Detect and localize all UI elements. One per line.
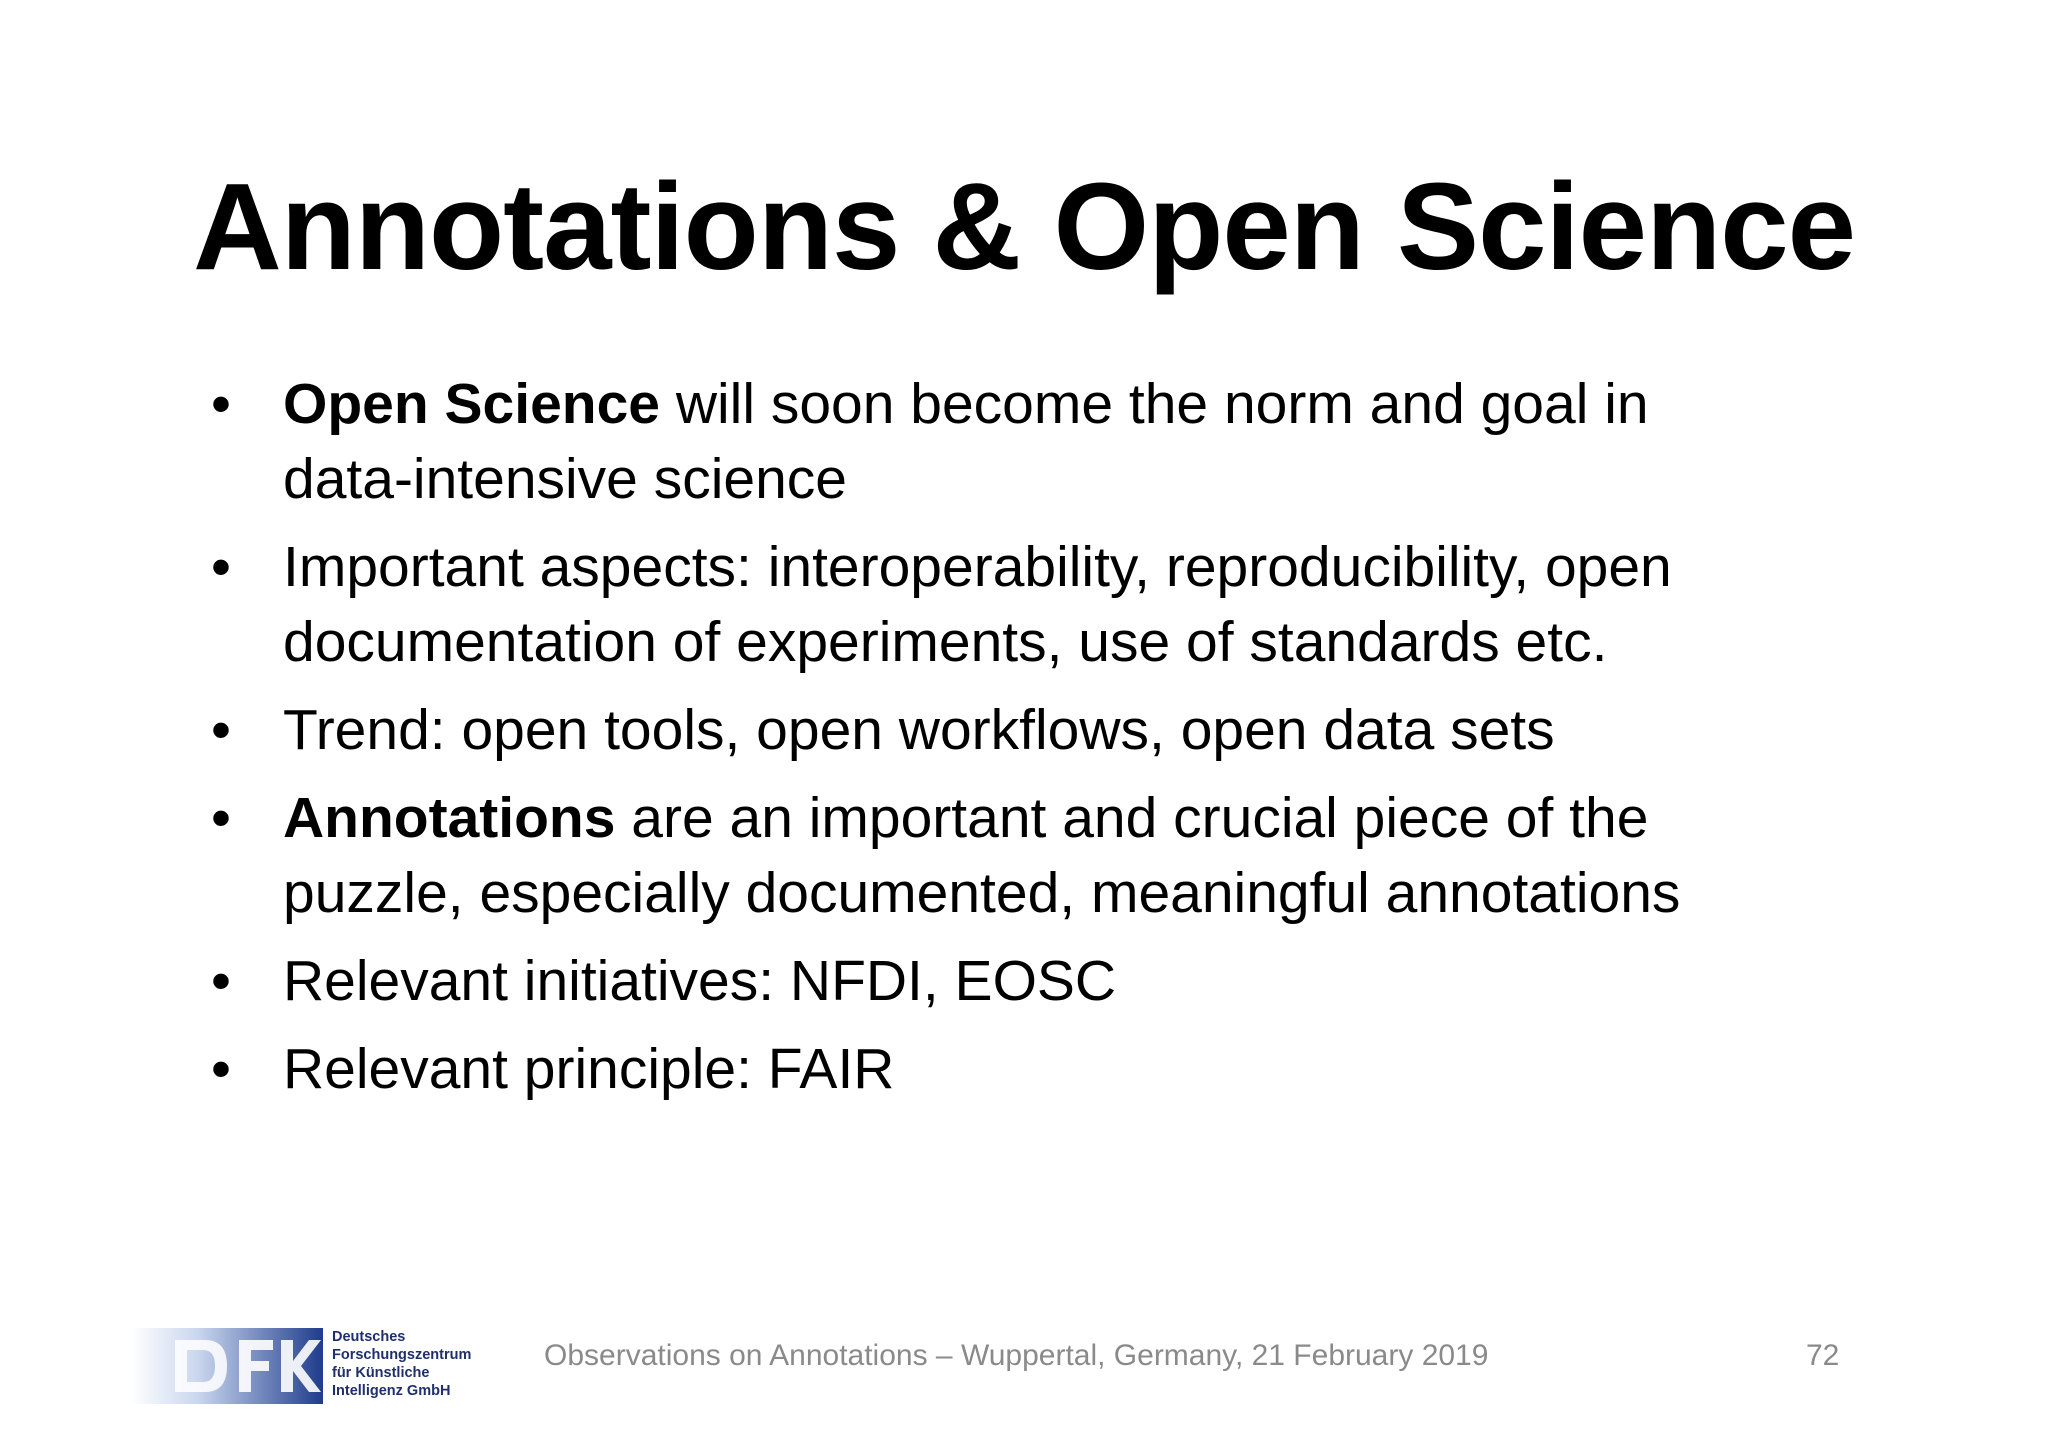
bullet-text: will soon become the norm and goal in data-intensive science (283, 372, 1649, 511)
slide-title: Annotations & Open Science (192, 159, 1856, 296)
bullet-marker: • (211, 786, 231, 850)
bullet-emphasis: Open Science (283, 372, 660, 436)
bullet-item (211, 781, 1843, 931)
bullet-emphasis: Annotations (283, 786, 616, 850)
bullet-item (211, 944, 1843, 1019)
bullet-text: are an important and crucial piece of the puzzle, especially documented, meaningful annotations (283, 786, 1681, 925)
bullet-text: Trend: open tools, open workflows, open data sets (283, 698, 1555, 762)
bullet-marker: • (211, 535, 231, 599)
bullet-item (211, 1032, 1843, 1107)
bullet-marker: • (211, 1037, 231, 1101)
bullet-item (211, 530, 1843, 680)
bullet-marker: • (211, 949, 231, 1013)
footer-caption: Observations on Annotations – Wuppertal, Germany, 21 February 2019 (544, 1339, 1489, 1372)
logo-text: Deutsches Forschungszentrum für Künstliche Intelligenz GmbH (332, 1329, 472, 1399)
bullet-list (211, 367, 1843, 1120)
bullet-item (211, 693, 1843, 768)
bullet-text: Relevant initiatives: NFDI, EOSC (283, 949, 1117, 1013)
bullet-marker: • (211, 698, 231, 762)
page-number: 72 (1806, 1339, 1840, 1372)
bullet-marker: • (211, 372, 231, 436)
bullet-item (211, 367, 1843, 517)
bullet-text: Important aspects: interoperability, reproducibility, open documentation of experiments, use of standards etc. (283, 535, 1672, 674)
bullet-text: Relevant principle: FAIR (283, 1037, 895, 1101)
